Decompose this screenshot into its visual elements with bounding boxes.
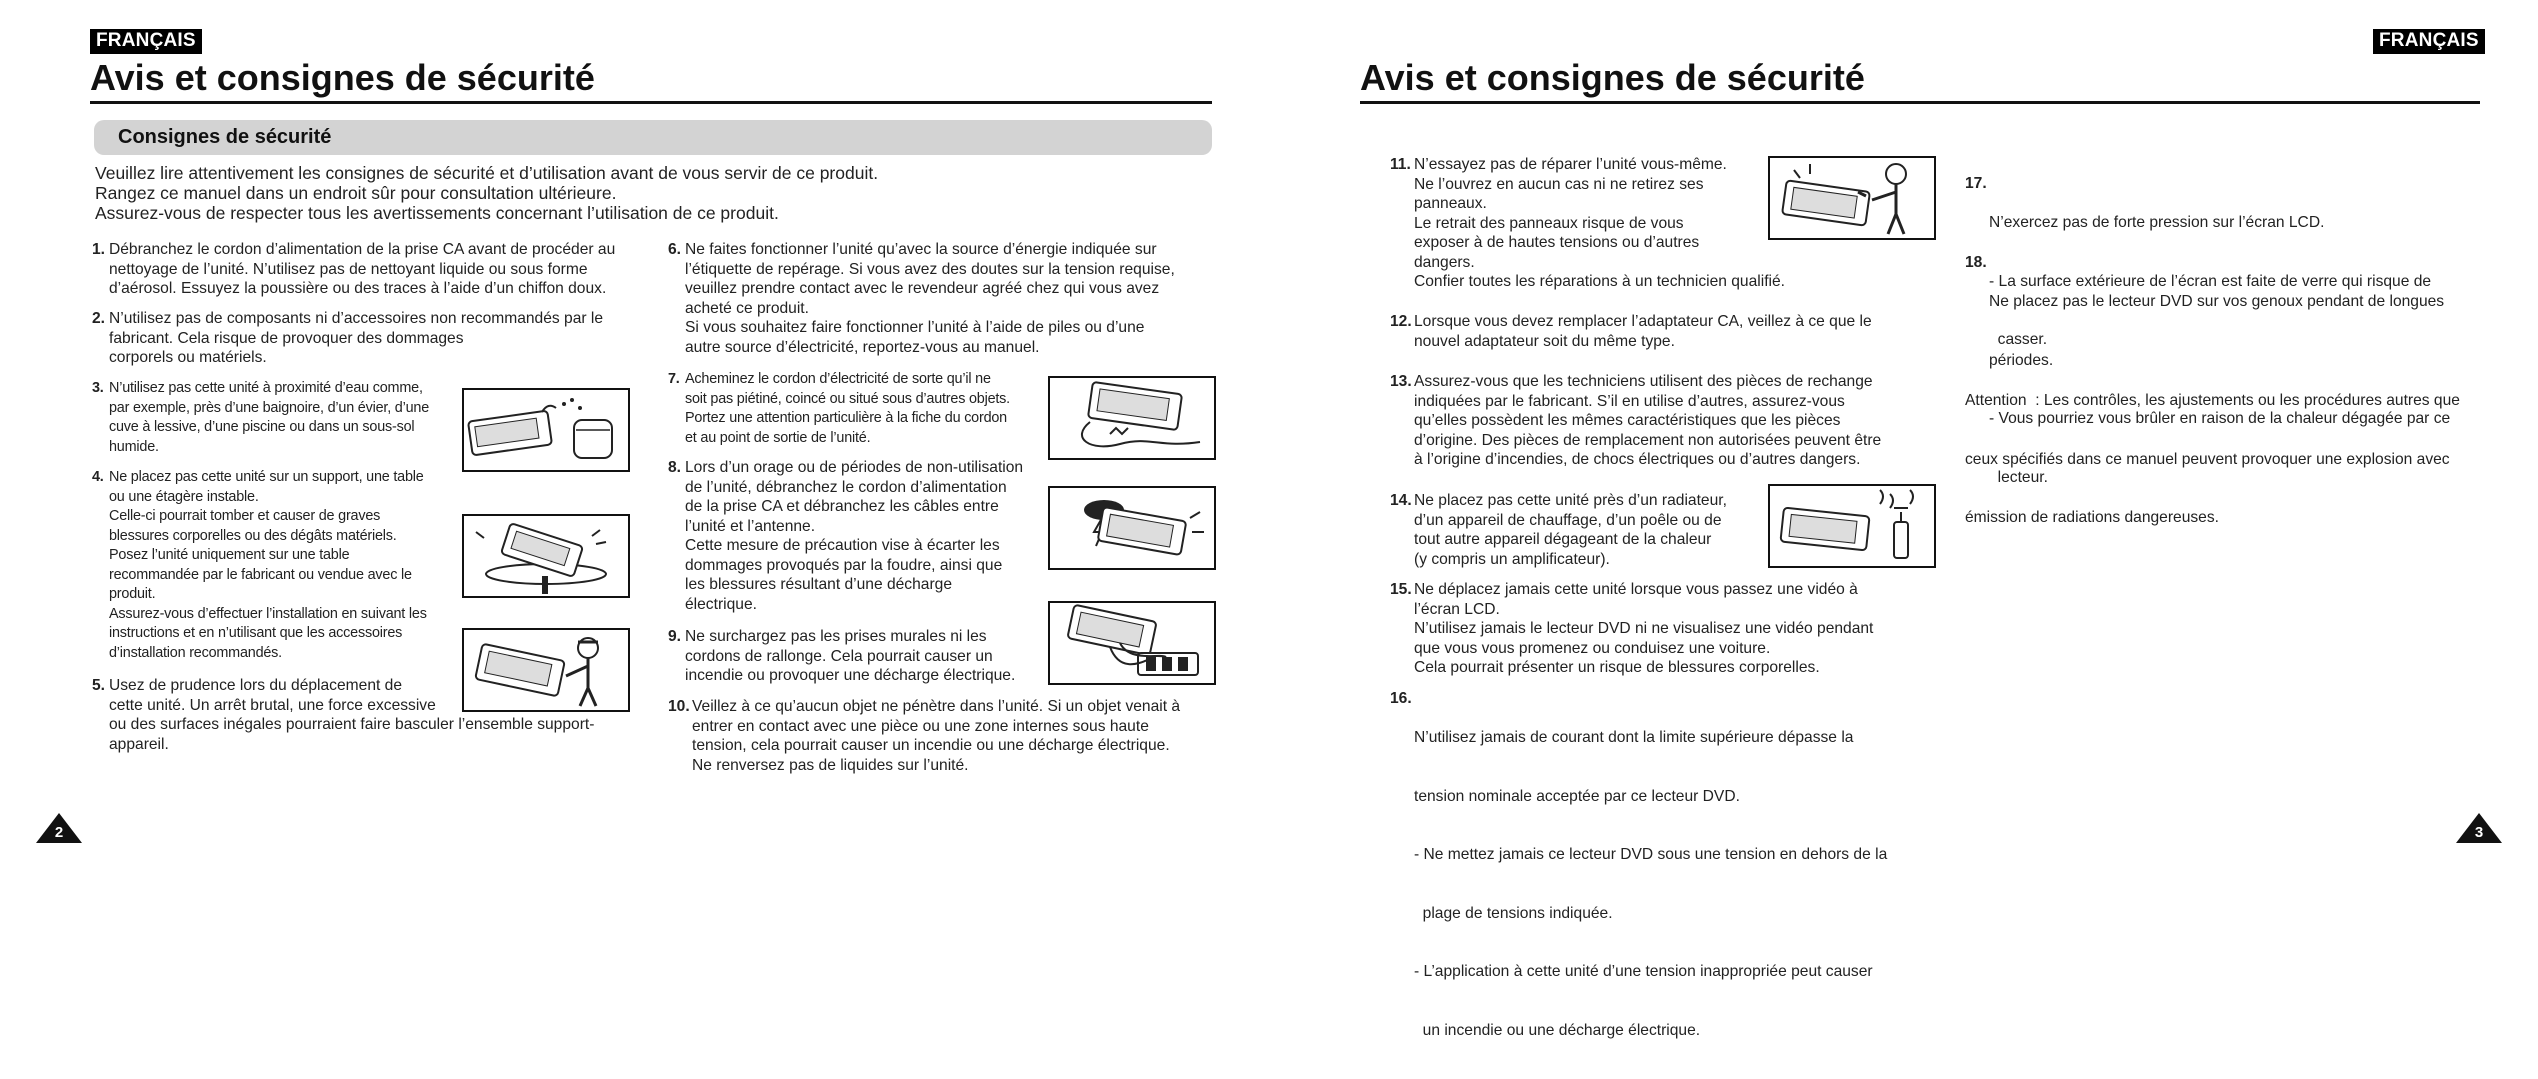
water-hazard-illustration — [462, 388, 630, 472]
item-line: Ne renversez pas de liquides sur l’unité. — [692, 756, 969, 774]
item-line: Posez l’unité uniquement sur une table — [109, 547, 350, 563]
safety-item-14 — [1390, 491, 1830, 569]
item-line: veuillez prendre contact avec le revendeur agréé chez qui vous avez — [685, 280, 1160, 297]
attention-note — [1965, 352, 2505, 547]
item-line: qu’elles possèdent les mêmes caractéristiques que les pièces — [1414, 412, 1841, 429]
item-number: 18. — [1965, 254, 1987, 271]
item-number: 15. — [1390, 581, 1412, 598]
section-title: Consignes de sécurité — [118, 126, 332, 148]
item-line: et au point de sortie de l’unité. — [685, 429, 871, 446]
intro-line: Rangez ce manuel dans un endroit sûr pour consultation ultérieure. — [95, 183, 617, 203]
item-line: Ne déplacez jamais cette unité lorsque vous passez une vidéo à — [1414, 581, 1858, 598]
safety-item-2 — [92, 309, 652, 368]
power-cord-illustration — [1048, 376, 1216, 460]
item-line: Portez une attention particulière à la fiche du cordon — [685, 410, 1007, 426]
safety-item-15 — [1390, 580, 1950, 678]
item-line: incendie ou provoquer une décharge électrique. — [685, 667, 1016, 684]
item-line: N’exercez pas de forte pression sur l’écran LCD. — [1989, 214, 2325, 231]
safety-item-11 — [1390, 155, 1830, 292]
language-badge-right: FRANÇAIS — [2373, 29, 2485, 54]
item-line: l’écran LCD. — [1414, 600, 1500, 618]
item-line: de la prise CA et débranchez les câbles entre — [685, 498, 999, 515]
item-line: d’un appareil de chauffage, d’un poêle ou de — [1414, 511, 1722, 529]
dvd-outlet-icon — [1050, 603, 1214, 683]
item-line: indiquées par le fabricant. S’il en utilise d’autres, assurez-vous — [1414, 392, 1845, 410]
item-line: instructions et en n’utilisant que les accessoires — [109, 625, 403, 641]
attention-line: Attention : Les contrôles, les ajustements ou les procédures autres que — [1965, 392, 2460, 409]
item-line: plage de tensions indiquée. — [1414, 904, 1613, 922]
intro-line: Assurez-vous de respecter tous les avertissements concernant l’utilisation de ce produit. — [95, 203, 779, 223]
safety-item-9 — [668, 627, 1048, 686]
item-line: cuve à lessive, d’une piscine ou dans un sous-sol — [109, 419, 415, 435]
item-line: tout autre appareil dégageant de la chaleur — [1414, 531, 1712, 548]
dvd-cord-icon — [1050, 378, 1214, 458]
item-line: Le retrait des panneaux risque de vous — [1414, 214, 1684, 232]
item-line: Cette mesure de précaution vise à écarter les — [685, 537, 1000, 554]
item-line: exposer à de hautes tensions ou d’autres — [1414, 234, 1700, 251]
item-line: casser. — [1989, 331, 2048, 348]
item-line: Veillez à ce qu’aucun objet ne pénètre dans l’unité. Si un objet venait à — [692, 698, 1181, 715]
safety-item-4 — [92, 468, 462, 663]
repair-illustration — [1768, 156, 1936, 240]
item-line: lecteur. — [1989, 468, 2048, 486]
intro-text — [95, 163, 1205, 223]
item-line: d’aérosol. Essuyez la poussière ou des traces à l’aide d’un chiffon doux. — [109, 280, 607, 297]
page-title-left: Avis et consignes de sécurité — [90, 57, 595, 98]
item-line: Ne l’ouvrez en aucun cas ni ne retirez ses — [1414, 175, 1704, 193]
item-line: Lorsque vous devez remplacer l’adaptateur CA, veillez à ce que le — [1414, 313, 1872, 330]
item-line: Ne faites fonctionner l’unité qu’avec la source d’énergie indiquée sur — [685, 241, 1157, 258]
item-line: un incendie ou une décharge électrique. — [1414, 1021, 1701, 1039]
safety-item-3 — [92, 379, 462, 457]
item-line: - Vous pourriez vous brûler en raison de la chaleur dégagée par ce — [1989, 410, 2451, 427]
item-line: Usez de prudence lors du déplacement de — [109, 677, 402, 694]
item-line: N’utilisez jamais le lecteur DVD ni ne visualisez une vidéo pendant — [1414, 620, 1874, 637]
item-line: produit. — [109, 586, 156, 602]
safety-item-10 — [668, 697, 1228, 775]
item-line: de l’unité, débranchez le cordon d’alimentation — [685, 478, 1007, 496]
title-rule-left — [90, 101, 1212, 104]
item-line: corporels ou matériels. — [109, 349, 267, 366]
item-number: 3. — [92, 380, 104, 396]
dvd-near-water-icon — [464, 390, 628, 470]
title-rule-right — [1360, 101, 2480, 104]
safety-item-12 — [1390, 312, 1950, 351]
item-number: 17. — [1965, 175, 1987, 192]
safety-item-7 — [668, 370, 1048, 448]
item-line: l’étiquette de repérage. Si vous avez des doutes sur la tension requise, — [685, 260, 1175, 278]
person-with-dvd-icon — [464, 630, 628, 710]
page-number-text: 2 — [54, 824, 64, 841]
item-line: l’unité et l’antenne. — [685, 517, 816, 535]
item-line: Assurez-vous d’effectuer l’installation en suivant les — [109, 605, 427, 622]
item-line: électrique. — [685, 595, 757, 613]
item-number: 13. — [1390, 373, 1412, 390]
item-number: 2. — [92, 310, 106, 327]
item-line: que vous vous promenez ou conduisez une voiture. — [1414, 639, 1771, 657]
item-line: tension, cela pourrait causer un incendie ou une décharge électrique. — [692, 737, 1170, 754]
safety-item-16 — [1390, 689, 1950, 1079]
item-line: Assurez-vous que les techniciens utilisent des pièces de rechange — [1414, 373, 1873, 390]
item-line: N’utilisez pas de composants ni d’accessoires non recommandés par le — [109, 310, 604, 327]
item-number: 14. — [1390, 492, 1412, 509]
item-line: appareil. — [109, 735, 169, 753]
section-bar — [94, 120, 1212, 155]
dvd-storm-icon — [1050, 488, 1214, 568]
item-line: - L’application à cette unité d’une tension inappropriée peut causer — [1414, 963, 1873, 980]
safety-item-1 — [92, 240, 652, 299]
lightning-illustration — [1048, 486, 1216, 570]
item-line: Ne placez pas cette unité près d’un radiateur, — [1414, 492, 1727, 509]
item-number: 4. — [92, 469, 104, 485]
item-number: 11. — [1390, 156, 1411, 173]
item-line: Si vous souhaitez faire fonctionner l’unité à l’aide de piles ou d’une — [685, 319, 1145, 336]
item-number: 10. — [668, 698, 690, 715]
item-line: Débranchez le cordon d’alimentation de la prise CA avant de procéder au — [109, 241, 616, 258]
item-line: Ne surchargez pas les prises murales ni les — [685, 628, 987, 645]
item-line: nouvel adaptateur soit du même type. — [1414, 332, 1675, 350]
item-line: humide. — [109, 438, 159, 455]
item-line: Lors d’un orage ou de périodes de non-utilisation — [685, 459, 1024, 476]
item-number: 7. — [668, 371, 680, 387]
page-number-left — [36, 813, 82, 843]
item-line: ou des surfaces inégales pourraient faire basculer l’ensemble support- — [109, 716, 595, 733]
item-line: soit pas piétiné, coincé ou situé sous d’autres objets. — [685, 390, 1010, 407]
item-line: N’utilisez jamais de courant dont la limite supérieure dépasse la — [1414, 729, 1854, 746]
page-number-text: 3 — [2474, 824, 2484, 841]
item-line: Cela pourrait présenter un risque de blessures corporelles. — [1414, 659, 1820, 676]
item-number: 6. — [668, 241, 682, 258]
item-line: par exemple, près d’une baignoire, d’un évier, d’une — [109, 399, 430, 416]
language-badge-left: FRANÇAIS — [90, 29, 202, 54]
item-number: 8. — [668, 459, 682, 476]
person-repair-icon — [1770, 158, 1934, 238]
item-number: 1. — [92, 241, 106, 258]
item-line: cette unité. Un arrêt brutal, une force excessive — [109, 696, 436, 714]
item-line: fabricant. Cela risque de provoquer des dommages — [109, 329, 464, 347]
item-number: 5. — [92, 677, 106, 694]
item-line: acheté ce produit. — [685, 299, 809, 317]
intro-line: Veuillez lire attentivement les consignes de sécurité et d’utilisation avant de vous servir de ce produit. — [95, 163, 879, 183]
item-line: nettoyage de l’unité. N’utilisez pas de nettoyant liquide ou sous forme — [109, 260, 588, 278]
page-title-right: Avis et consignes de sécurité — [1360, 57, 1865, 98]
item-line: blessures corporelles ou des dégâts matériels. — [109, 527, 397, 544]
item-line: Ne placez pas le lecteur DVD sur vos genoux pendant de longues — [1989, 293, 2445, 310]
item-line: - La surface extérieure de l’écran est faite de verre qui risque de — [1989, 272, 2432, 290]
item-number: 9. — [668, 628, 682, 645]
item-line: d’origine. Des pièces de remplacement non autorisées peuvent être — [1414, 431, 1882, 449]
overload-outlet-illustration — [1048, 601, 1216, 685]
item-line: entrer en contact avec une pièce ou une zone internes sous haute — [692, 717, 1149, 735]
item-line: les blessures résultant d’une décharge — [685, 576, 952, 593]
dvd-on-table-icon — [464, 516, 628, 596]
item-line: Celle-ci pourrait tomber et causer de graves — [109, 508, 381, 524]
item-line: Acheminez le cordon d’électricité de sorte qu’il ne — [685, 371, 991, 387]
item-line: d’installation recommandés. — [109, 644, 282, 661]
item-number: 12. — [1390, 313, 1412, 330]
item-line: autre source d’électricité, reportez-vous au manuel. — [685, 338, 1040, 356]
item-line: - Ne mettez jamais ce lecteur DVD sous une tension en dehors de la — [1414, 846, 1888, 863]
item-line: (y compris un amplificateur). — [1414, 550, 1610, 568]
item-line: dommages provoqués par la foudre, ainsi que — [685, 556, 1003, 574]
page-number-right — [2456, 813, 2502, 843]
item-line: Ne placez pas cette unité sur un support, une table — [109, 469, 424, 485]
item-line: cordons de rallonge. Cela pourrait causer un — [685, 647, 993, 665]
item-line: panneaux. — [1414, 195, 1487, 212]
item-line: périodes. — [1989, 351, 2054, 369]
attention-line: émission de radiations dangereuses. — [1965, 509, 2219, 526]
safety-item-13 — [1390, 372, 1950, 470]
heat-source-illustration — [1768, 484, 1936, 568]
unstable-table-illustration — [462, 514, 630, 598]
safety-item-8 — [668, 458, 1048, 614]
item-number: 16. — [1390, 690, 1412, 707]
item-line: tension nominale acceptée par ce lecteur DVD. — [1414, 787, 1740, 805]
dvd-heat-icon — [1770, 486, 1934, 566]
item-line: Confier toutes les réparations à un technicien qualifié. — [1414, 273, 1786, 290]
attention-line: ceux spécifiés dans ce manuel peuvent provoquer une explosion avec — [1965, 450, 2450, 468]
item-line: N’utilisez pas cette unité à proximité d’eau comme, — [109, 380, 423, 396]
item-line: N’essayez pas de réparer l’unité vous-même. — [1414, 156, 1727, 173]
moving-unit-illustration — [462, 628, 630, 712]
safety-item-6 — [668, 240, 1228, 357]
item-line: ou une étagère instable. — [109, 488, 259, 505]
item-line: à l’origine d’incendies, de chocs électriques ou d’autres dangers. — [1414, 451, 1861, 468]
item-line: recommandée par le fabricant ou vendue avec le — [109, 566, 412, 583]
item-line: dangers. — [1414, 253, 1475, 271]
